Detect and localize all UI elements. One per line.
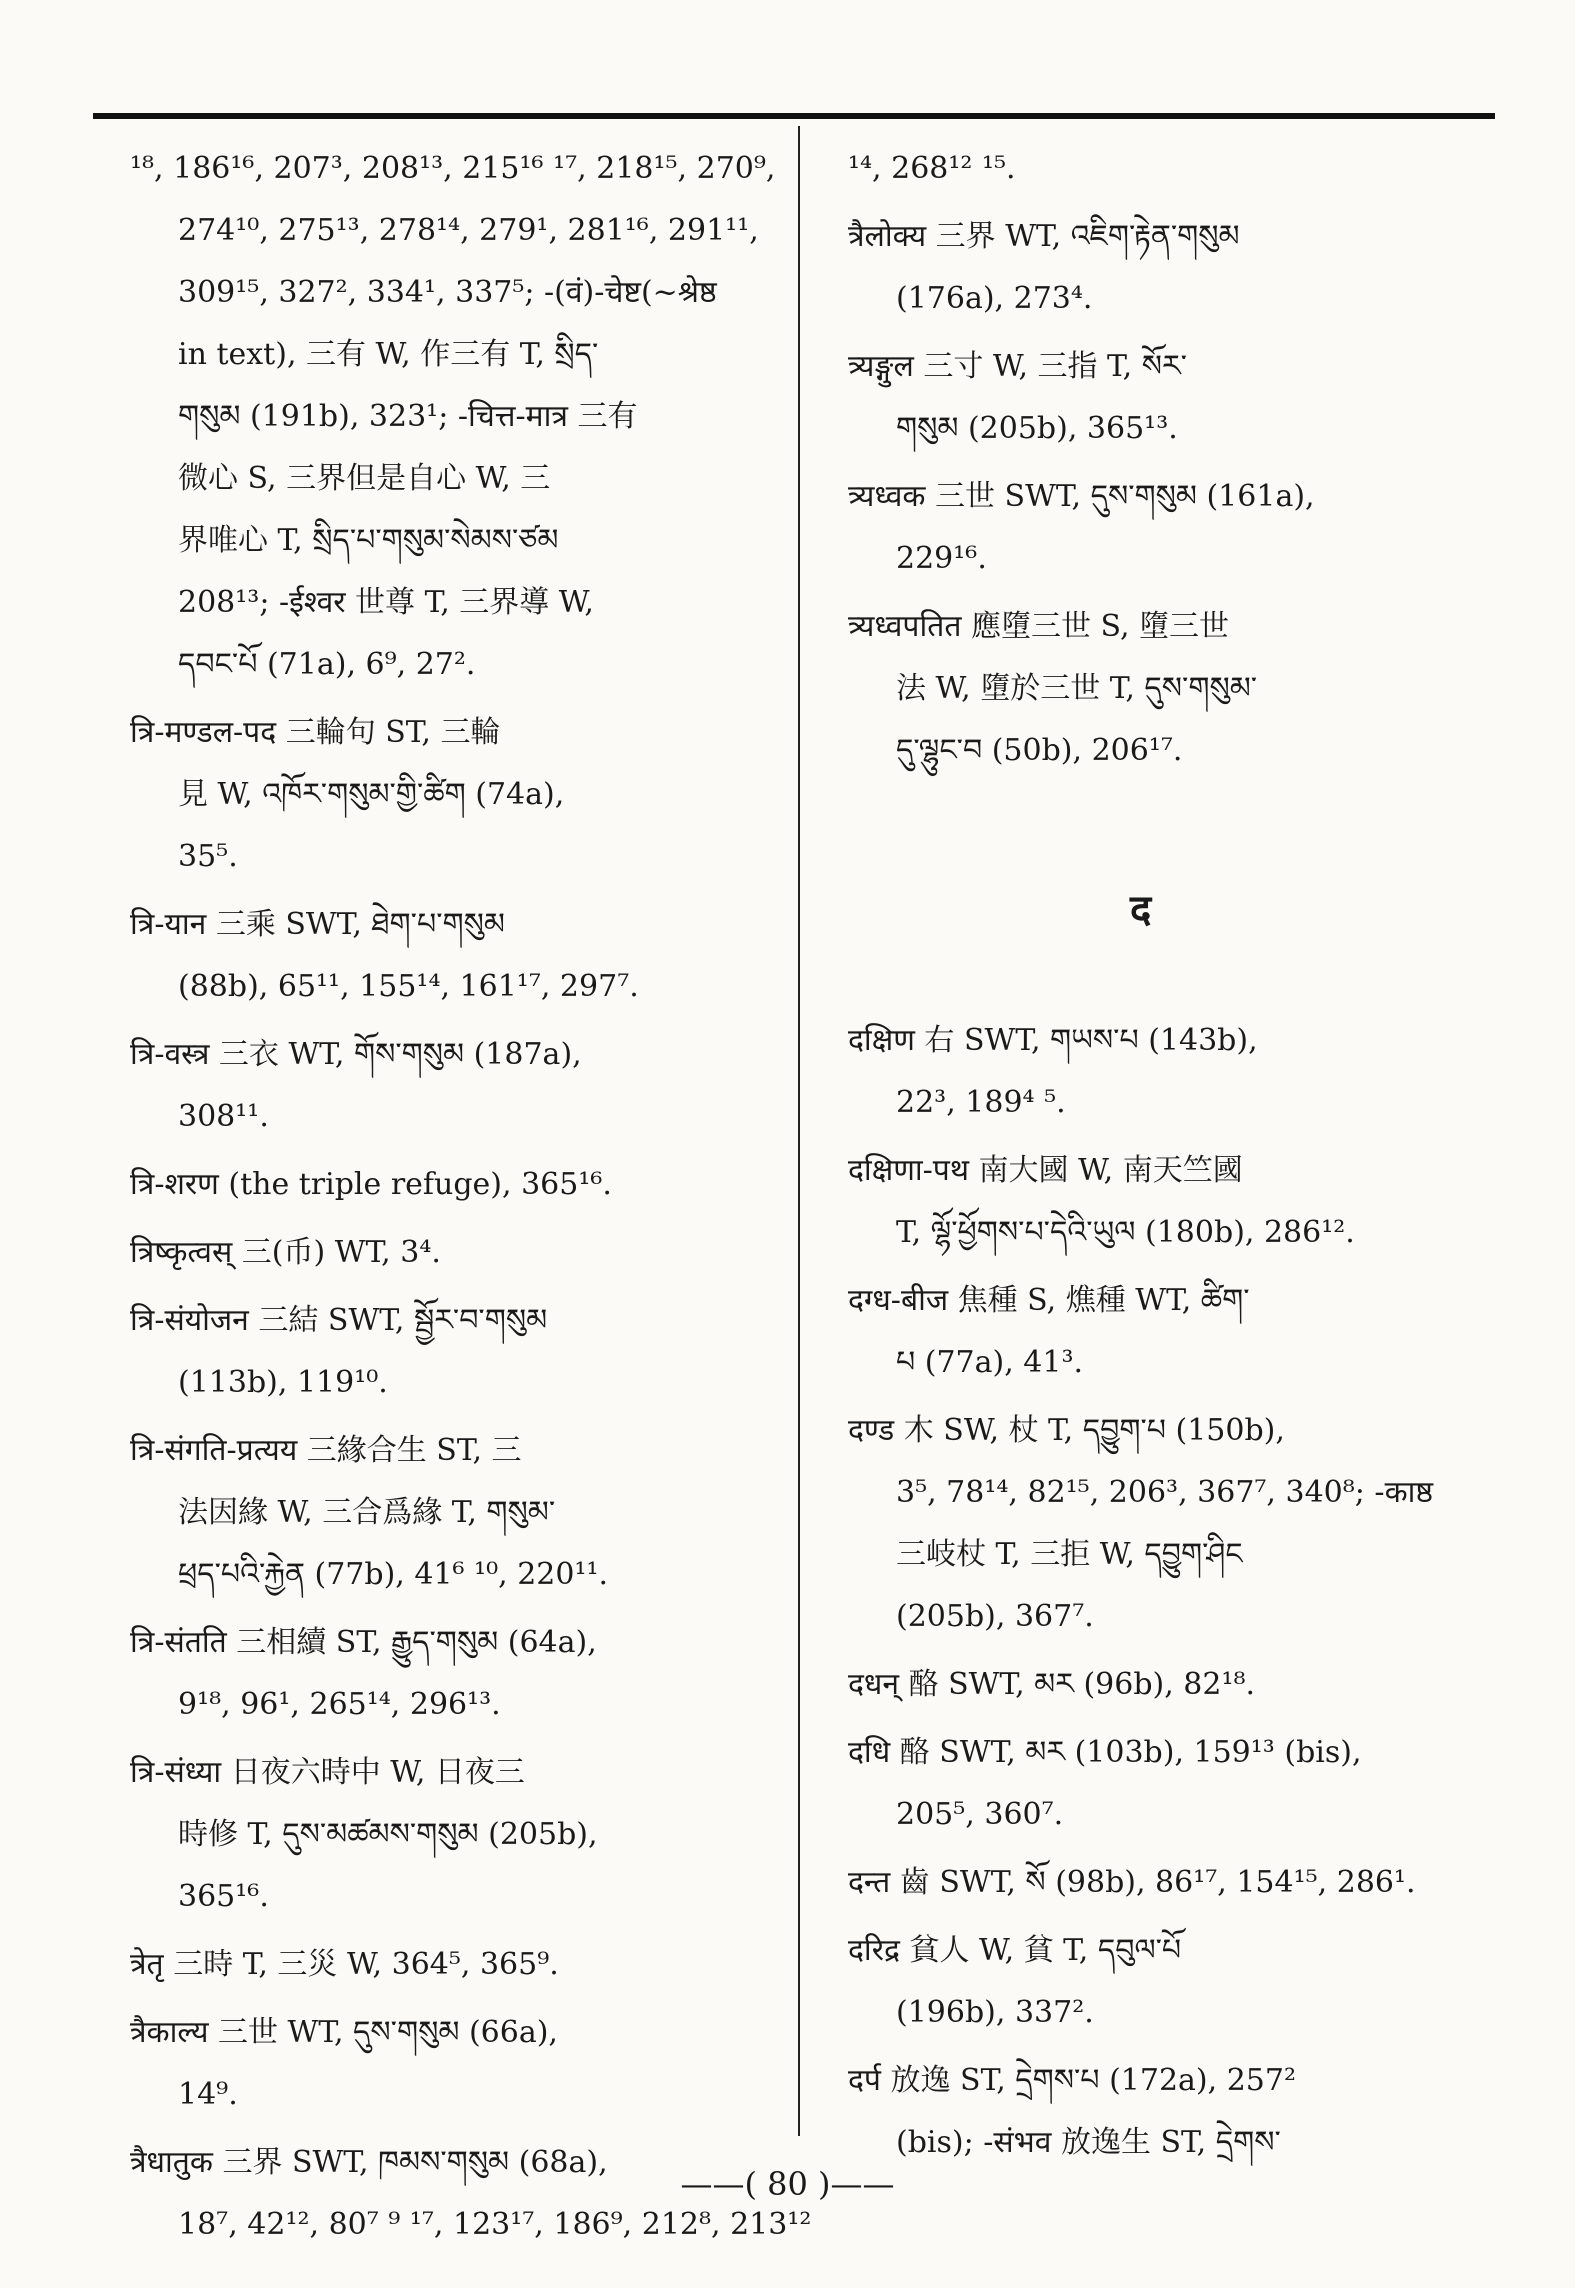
- entry-line: (205b), 367⁷.: [896, 1599, 1094, 1634]
- section-heading-letter: द: [1130, 887, 1152, 933]
- entry-line: ¹⁴, 268¹² ¹⁵.: [848, 151, 1016, 186]
- entry-line: त्रि-मण्डल-पद 三輪句 ST, 三輪: [130, 715, 501, 750]
- dictionary-entry: [130, 1154, 770, 1216]
- dictionary-entry: [130, 1290, 770, 1414]
- dictionary-entry: [130, 702, 770, 888]
- entry-line: दन्त 齒 SWT, སོ (98b), 86¹⁷, 154¹⁵, 286¹.: [848, 1865, 1416, 1900]
- dictionary-entry: [130, 2002, 770, 2126]
- entry-line: 274¹⁰, 275¹³, 278¹⁴, 279¹, 281¹⁶, 291¹¹,: [178, 213, 759, 248]
- dictionary-entry: [848, 1852, 1468, 1914]
- dictionary-entry: [848, 1140, 1468, 1264]
- entry-line: 界唯心 T, སྲིད་པ་གསུམ་སེམས་ཙམ: [178, 523, 559, 558]
- entry-line: (bis); -संभव 放逸生 ST, དྲེགས་: [896, 2125, 1281, 2160]
- right-column-continued: [848, 1010, 1468, 2180]
- entry-line: 18⁷, 42¹², 80⁷ ⁹ ¹⁷, 123¹⁷, 186⁹, 212⁸, 213¹²: [178, 2207, 812, 2242]
- entry-line: त्रि-संगति-प्रत्यय 三緣合生 ST, 三: [130, 1433, 522, 1468]
- dictionary-entry: [130, 1222, 770, 1284]
- entry-line: པ (77a), 41³.: [896, 1345, 1084, 1380]
- dictionary-entry: [130, 1934, 770, 1996]
- entry-line: 法 W, 墮於三世 T, དུས་གསུམ་: [896, 671, 1258, 706]
- entry-line: त्रि-संतति 三相續 ST, རྒྱུད་གསུམ (64a),: [130, 1625, 597, 1660]
- entry-line: 3⁵, 78¹⁴, 82¹⁵, 206³, 367⁷, 340⁸; -काष्ठ: [896, 1475, 1434, 1510]
- entry-line: (196b), 337².: [896, 1995, 1094, 2030]
- dictionary-entry: [848, 206, 1468, 330]
- dictionary-entry: [848, 1400, 1468, 1648]
- entry-line: 時修 T, དུས་མཚམས་གསུམ (205b),: [178, 1817, 598, 1852]
- dictionary-entry: [130, 1024, 770, 1148]
- entry-line: त्रि-वस्त्र 三衣 WT, གོས་གསུམ (187a),: [130, 1037, 582, 1072]
- entry-line: त्रि-संध्या 日夜六時中 W, 日夜三: [130, 1755, 525, 1790]
- entry-line: 22³, 189⁴ ⁵.: [896, 1085, 1066, 1120]
- entry-line: त्र्यध्वपतित 應墮三世 S, 墮三世: [848, 609, 1230, 644]
- entry-line: त्रैधातुक 三界 SWT, ཁམས་གསུམ (68a),: [130, 2145, 608, 2180]
- entry-line: त्र्यध्वक 三世 SWT, དུས་གསུམ (161a),: [848, 479, 1315, 514]
- dictionary-entry: [130, 1612, 770, 1736]
- page-number: ——( 80 )——: [680, 2165, 895, 2203]
- entry-line: 365¹⁶.: [178, 1879, 269, 1914]
- dictionary-entry: [848, 1920, 1468, 2044]
- entry-line: दक्षिणा-पथ 南大國 W, 南天竺國: [848, 1153, 1243, 1188]
- entry-line: त्रि-यान 三乘 SWT, ཐེག་པ་གསུམ: [130, 907, 505, 942]
- entry-line: ཕྲད་པའི་རྐྱེན (77b), 41⁶ ¹⁰, 220¹¹.: [178, 1557, 609, 1592]
- entry-line: 229¹⁶.: [896, 541, 987, 576]
- entry-line: (88b), 65¹¹, 155¹⁴, 161¹⁷, 297⁷.: [178, 969, 639, 1004]
- entry-line: दग्ध-बीज 焦種 S, 燋種 WT, ཚིག་: [848, 1283, 1250, 1318]
- entry-line: त्रैलोक्य 三界 WT, འཇིག་རྟེན་གསུམ: [848, 219, 1240, 254]
- right-column: [848, 138, 1468, 788]
- dictionary-entry: [130, 894, 770, 1018]
- entry-line: གསུམ (191b), 323¹; -चित्त-मात्र 三有: [178, 399, 638, 434]
- entry-line: 14⁹.: [178, 2077, 238, 2112]
- entry-line: 309¹⁵, 327², 334¹, 337⁵; -(वं)-चेष्ट(~श्रेष्ठ: [178, 275, 717, 310]
- top-rule: [93, 113, 1495, 119]
- entry-line: (176a), 273⁴.: [896, 281, 1093, 316]
- entry-line: 見 W, འཁོར་གསུམ་གྱི་ཚིག (74a),: [178, 777, 565, 812]
- entry-line: त्रि-शरण (the triple refuge), 365¹⁶.: [130, 1167, 612, 1202]
- dictionary-entry: [848, 336, 1468, 460]
- dictionary-entry: [848, 1270, 1468, 1394]
- dictionary-entry: [848, 2050, 1468, 2174]
- entry-line: दक्षिण 右 SWT, གཡས་པ (143b),: [848, 1023, 1258, 1058]
- entry-line: त्रिष्कृत्वस् 三(币) WT, 3⁴.: [130, 1235, 441, 1270]
- dictionary-entry: [130, 138, 776, 696]
- dictionary-entry: [130, 1420, 770, 1606]
- entry-line: (113b), 119¹⁰.: [178, 1365, 388, 1400]
- column-divider: [798, 126, 800, 2136]
- entry-line: दर्प 放逸 ST, དྲེགས་པ (172a), 257²: [848, 2063, 1296, 2098]
- entry-line: དུ་ལྷུང་བ (50b), 206¹⁷.: [896, 733, 1183, 768]
- entry-line: दधन् 酪 SWT, མར (96b), 82¹⁸.: [848, 1667, 1256, 1702]
- entry-line: दरिद्र 貧人 W, 貧 T, དབུལ་པོ: [848, 1933, 1182, 1968]
- entry-line: त्रि-संयोजन 三結 SWT, སྦྱོར་བ་གསུམ: [130, 1303, 548, 1338]
- entry-line: 208¹³; -ईश्वर 世尊 T, 三界導 W,: [178, 585, 594, 620]
- entry-line: 三岐杖 T, 三拒 W, དབྱུག་ཤིང: [896, 1537, 1243, 1572]
- left-column: [130, 138, 812, 2262]
- entry-line: दधि 酪 SWT, མར (103b), 159¹³ (bis),: [848, 1735, 1362, 1770]
- entry-line: त्र्यङ्गुल 三寸 W, 三指 T, སོར་: [848, 349, 1187, 384]
- entry-line: त्रेतृ 三時 T, 三災 W, 364⁵, 365⁹.: [130, 1947, 559, 1982]
- entry-line: in text), 三有 W, 作三有 T, སྲིད་: [178, 337, 599, 372]
- entry-line: དབང་པོ (71a), 6⁹, 27².: [178, 647, 476, 682]
- dictionary-entry: [848, 596, 1468, 782]
- entry-line: 9¹⁸, 96¹, 265¹⁴, 296¹³.: [178, 1687, 501, 1722]
- entry-line: གསུམ (205b), 365¹³.: [896, 411, 1178, 446]
- entry-line: 205⁵, 360⁷.: [896, 1797, 1064, 1832]
- entry-line: 法因緣 W, 三合爲緣 T, གསུམ་: [178, 1495, 556, 1530]
- entry-line: 308¹¹.: [178, 1099, 269, 1134]
- dictionary-entry: [848, 138, 1468, 200]
- entry-line: 微心 S, 三界但是自心 W, 三: [178, 461, 551, 496]
- dictionary-entry: [848, 1010, 1468, 1134]
- dictionary-entry: [848, 466, 1468, 590]
- dictionary-entry: [130, 1742, 770, 1928]
- entry-line: त्रैकाल्य 三世 WT, དུས་གསུམ (66a),: [130, 2015, 558, 2050]
- dictionary-entry: [848, 1722, 1468, 1846]
- entry-line: T, ལྷོ་ཕྱོགས་པ་དེའི་ཡུལ (180b), 286¹².: [896, 1215, 1355, 1250]
- entry-line: ¹⁸, 186¹⁶, 207³, 208¹³, 215¹⁶ ¹⁷, 218¹⁵, 270⁹,: [130, 151, 776, 186]
- dictionary-entry: [848, 1654, 1468, 1716]
- entry-line: 35⁵.: [178, 839, 238, 874]
- entry-line: दण्ड 木 SW, 杖 T, དབྱུག་པ (150b),: [848, 1413, 1285, 1448]
